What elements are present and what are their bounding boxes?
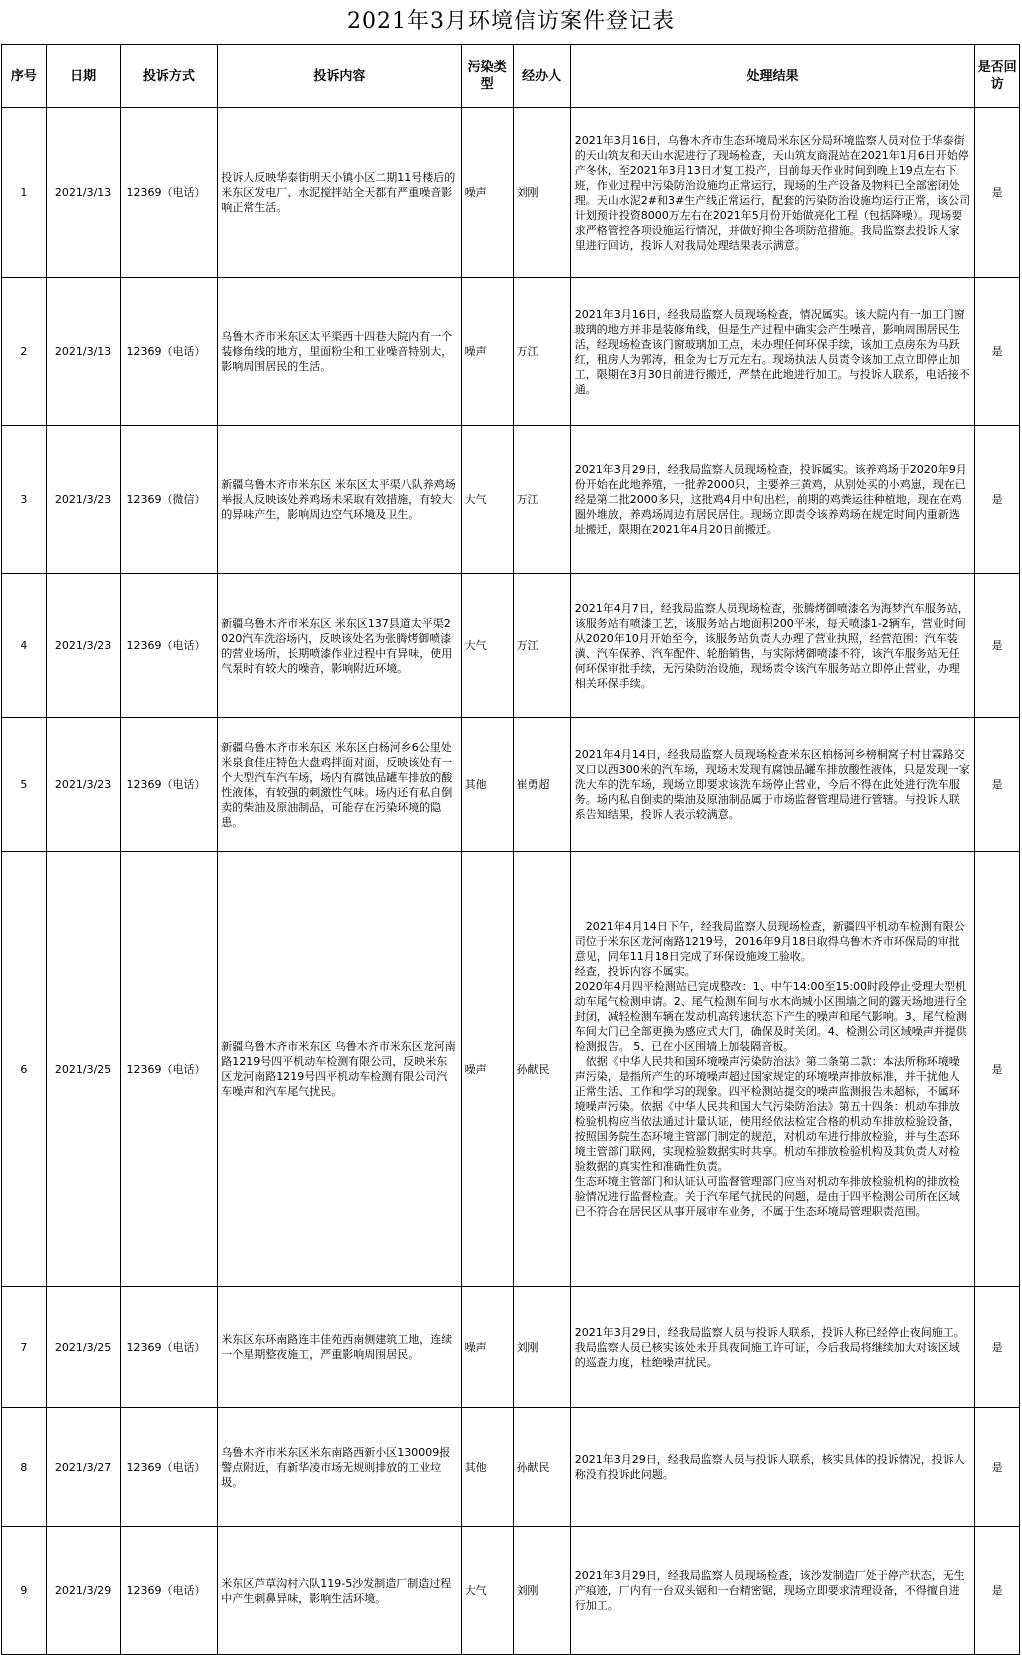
row-date: 2021/3/27 (46, 1408, 120, 1527)
row-revisit: 是 (975, 1527, 1020, 1655)
row-revisit: 是 (975, 718, 1020, 852)
header-type: 污染类型 (461, 45, 513, 108)
row-handler: 万江 (513, 278, 570, 426)
row-method: 12369（电话） (120, 718, 218, 852)
row-content: 乌鲁木齐市米东区太平渠西十四巷大院内有一个装修角线的地方，里面粉尘和工业噪音特别大，影响周围居民的生活。 (218, 278, 461, 426)
table-row (2, 718, 1020, 852)
table-row (2, 1287, 1020, 1408)
row-method: 12369（电话） (120, 574, 218, 718)
row-date: 2021/3/25 (46, 1287, 120, 1408)
row-result (570, 426, 974, 574)
row-revisit: 是 (975, 108, 1020, 278)
row-revisit: 是 (975, 1408, 1020, 1527)
table-row (2, 1527, 1020, 1655)
row-result (570, 1287, 974, 1408)
page-title: 2021年3月环境信访案件登记表 (347, 9, 675, 34)
table-row (2, 426, 1020, 574)
row-handler: 万江 (513, 426, 570, 574)
row-content: 新疆乌鲁木齐市米东区 米东区137县道太平渠2020汽车洗浴场内，反映该处名为张腾烤御喷漆的营业场所，长期喷漆作业过程中有异味，使用气泵时有较大的噪音，影响附近环境。 (218, 574, 461, 718)
row-result (570, 1527, 974, 1655)
result-paragraph: 2021年3月16日，经我局监察人员现场检查，情况属实。该大院内有一加工门窗玻璃的地方并非是装修角线，但是生产过程中确实会产生噪音，影响周围居民生活，经现场检查该门窗玻璃加工点，未办理任何环保手续，该加工点房东为马跃红，租房人为郭涛，租金为七万元左右。现场执法人员责令该加工点立即停止加工，限期在3月30日前进行搬迁，严禁在此地进行加工。与投诉人联系，电话接不通。 (574, 307, 970, 396)
row-date: 2021/3/29 (46, 1527, 120, 1655)
row-content: 米东区芦草沟村六队119-5沙发制造厂制造过程中产生刺鼻异味，影响生活环境。 (218, 1527, 461, 1655)
header-revisit: 是否回访 (975, 45, 1020, 108)
row-content: 米东区东环南路连丰佳苑西南侧建筑工地，连续一个星期整夜施工，严重影响周围居民。 (218, 1287, 461, 1408)
result-paragraph: 2021年3月16日，乌鲁木齐市生态环境局米东区分局环境监察人员对位于华泰街的天山筑友和天山水泥进行了现场检查，天山筑友商混站在2021年1月6日开始停产冬休，至2021年3月13日才复工投产，目前每天作业时间到晚上19点左右下班，作业过程中污染防治设施均正常运行，现场的生产设备及物料已全部密闭处理。天山水泥2#和3#生产线正常运行，配套的污染防治设施均运行正常，该公司计划预计投资8000万左右在2021年5月份开始做亮化工程（包括降噪）。现场要求严格管控各项设施运行情况，并做好抑尘各项防范措施。我局监察去投诉人家里进行回访，投诉人对我局处理结果表示满意。 (574, 133, 971, 252)
row-content: 新疆乌鲁木齐市米东区 乌鲁木齐市米东区龙河南路1219号四平机动车检测有限公司，反映米东区龙河南路1219号四平机动车检测有限公司汽车噪声和汽车尾气扰民。 (218, 852, 461, 1287)
row-handler: 刘刚 (513, 1527, 570, 1655)
row-type: 噪声 (461, 1287, 513, 1408)
table-row (2, 1408, 1020, 1527)
row-date: 2021/3/25 (46, 852, 120, 1287)
row-seq: 8 (2, 1408, 47, 1527)
result-paragraph: 2021年3月29日，经我局监察人员现场检查，该沙发制造厂处于停产状态，无生产痕迹，厂内有一台双头锯和一台精密锯，现场立即要求清理设备，不得擅自进行加工。 (574, 1569, 965, 1612)
row-date: 2021/3/13 (46, 278, 120, 426)
row-type: 大气 (461, 426, 513, 574)
row-handler: 万江 (513, 574, 570, 718)
result-paragraph: 2020年4月四平检测站已完成整改：1、中午14:00至15:00时段停止受理大型机动车尾气检测申请。2、尾气检测车间与水木尚城小区围墙之间的露天场地进行全封闭，减轻检测车辆在发动机高转速状态下产生的噪声和尾气影响。3、尾气检测车间大门已全部更换为感应式大门，确保及时关闭。4、检测公司区域噪声并提供检测报告。 5、已在小区围墙上加装隔音板。 (574, 980, 967, 1053)
row-result (570, 108, 974, 278)
table-row (2, 278, 1020, 426)
row-result (570, 278, 974, 426)
result-paragraph: 2021年4月7日，经我局监察人员现场检查，张腾烤御喷漆名为海梦汽车服务站，该服务站有喷漆工艺，该服务站占地面积200平米，每天喷漆1-2辆车，营业时间从2020年10月开始至今，该服务站负责人办理了营业执照，经营范围：汽车装潢、汽车保养、汽车配件、轮胎销售，与实际烤御喷漆不符，该汽车服务站无任何环保审批手续，无污染防治设施，现场责令该汽车服务站立即停止营业，办理相关环保手续。 (574, 601, 969, 690)
row-content: 乌鲁木齐市米东区米东南路西新小区130009报警点附近，有新华凌市场无规则排放的工业垃圾。 (218, 1408, 461, 1527)
row-content: 投诉人反映华泰街明天小镇小区二期11号楼后的米东区发电厂、水泥搅拌站全天都有严重噪音影响正常生活。 (218, 108, 461, 278)
row-revisit: 是 (975, 426, 1020, 574)
row-revisit: 是 (975, 852, 1020, 1287)
row-type: 噪声 (461, 278, 513, 426)
result-paragraph: 2021年4月14日，经我局监察人员现场检查米东区柏杨河乡榜桐窝子村甘霖路交叉口以西300米的汽车场，现场未发现有腐蚀品罐车排放酸性液体，只是发现一家洗大车的洗车场，现场立即要求该洗车场停止营业，今后不得在此处进行洗车服务。场内私自倒卖的柴油及原油制品属于市场监督管理局进行管辖。与投诉人联系告知结果，投诉人表示较满意。 (574, 748, 970, 821)
row-handler: 崔勇超 (513, 718, 570, 852)
row-method: 12369（电话） (120, 1287, 218, 1408)
result-paragraph: 2021年4月14日下午，经我局监察人员现场检查，新疆四平机动车检测有限公司位于米东区龙河南路1219号，2016年9月18日取得乌鲁木齐市环保局的审批意见，同年11月18日完成了环保设施竣工验收。 (574, 920, 965, 963)
row-revisit: 是 (975, 1287, 1020, 1408)
row-result (570, 574, 974, 718)
table-row (2, 108, 1020, 278)
row-seq: 1 (2, 108, 47, 278)
row-seq: 6 (2, 852, 47, 1287)
row-content: 新疆乌鲁木齐市米东区 米东区太平渠八队养鸡场举报人反映该处养鸡场未采取有效措施，有较大的异味产生，影响周边空气环境及卫生。 (218, 426, 461, 574)
row-type: 大气 (461, 574, 513, 718)
header-method: 投诉方式 (120, 45, 218, 108)
row-method: 12369（电话） (120, 1408, 218, 1527)
row-type: 噪声 (461, 108, 513, 278)
row-type: 其他 (461, 718, 513, 852)
row-method: 12369（电话） (120, 1527, 218, 1655)
row-seq: 5 (2, 718, 47, 852)
row-revisit: 是 (975, 574, 1020, 718)
header-handler: 经办人 (513, 45, 570, 108)
row-handler: 刘刚 (513, 1287, 570, 1408)
row-date: 2021/3/13 (46, 108, 120, 278)
row-result (570, 852, 974, 1287)
row-result (570, 718, 974, 852)
row-type: 噪声 (461, 852, 513, 1287)
row-method: 12369（电话） (120, 852, 218, 1287)
register-table (1, 44, 1020, 1655)
table-body (2, 108, 1020, 1655)
row-revisit: 是 (975, 278, 1020, 426)
result-paragraph: 2021年3月29日，经我局监察人员与投诉人联系，投诉人称已经停止夜间施工。我局监察人员已核实该处未开具夜间施工许可证，今后我局将继续加大对该区域的巡查力度，杜绝噪声扰民。 (574, 1325, 965, 1369)
result-paragraph: 生态环境主管部门和认证认可监督管理部门应当对机动车排放检验机构的排放检验情况进行监督检查。关于汽车尾气扰民的问题，是由于四平检测公司所在区域已不符合在居民区从事开展审车业务，不属于生态环境局管理职责范围。 (574, 1175, 960, 1218)
header-seq: 序号 (2, 45, 47, 108)
result-paragraph: 经查，投诉内容不属实。 (574, 965, 696, 978)
row-handler: 刘刚 (513, 108, 570, 278)
row-result (570, 1408, 974, 1527)
table-row (2, 852, 1020, 1287)
header-result: 处理结果 (570, 45, 974, 108)
row-type: 其他 (461, 1408, 513, 1527)
row-seq: 9 (2, 1527, 47, 1655)
row-method: 12369（电话） (120, 278, 218, 426)
header-date: 日期 (46, 45, 120, 108)
row-date: 2021/3/23 (46, 718, 120, 852)
result-paragraph: 2021年3月29日，经我局监察人员现场检查，投诉属实。该养鸡场于2020年9月份开始在此地养殖，一批养2000只，主要养三黄鸡，从别处买的小鸡崽，现在已经是第二批2000多只，这批鸡4月中旬出栏，前期的鸡粪运往种植地，现在在鸡圈外堆放，养鸡场周边有居民居住。现场立即责令该养鸡场在规定时间内重新选址搬迁，限期在2021年4月20日前搬迁。 (574, 463, 967, 536)
result-paragraph: 2021年3月29日，经我局监察人员与投诉人联系，核实具体的投诉情况，投诉人称没有投诉此问题。 (574, 1453, 965, 1481)
row-date: 2021/3/23 (46, 426, 120, 574)
header-row (2, 45, 1020, 108)
row-seq: 4 (2, 574, 47, 718)
row-content: 新疆乌鲁木齐市米东区 米东区白杨河乡6公里处米泉食佳庄特色大盘鸡拌面对面，反映该处有一个大型汽车汽车场，场内有腐蚀品罐车排放的酸性液体，有较强的刺激性气味。场内还有私自倒卖的柴油及原油制品，可能存在污染环境的隐患。 (218, 718, 461, 852)
row-seq: 7 (2, 1287, 47, 1408)
row-handler: 孙献民 (513, 852, 570, 1287)
row-method: 12369（微信） (120, 426, 218, 574)
row-date: 2021/3/23 (46, 574, 120, 718)
row-handler: 孙献民 (513, 1408, 570, 1527)
header-content: 投诉内容 (218, 45, 461, 108)
row-method: 12369（电话） (120, 108, 218, 278)
row-type: 大气 (461, 1527, 513, 1655)
row-seq: 2 (2, 278, 47, 426)
table-row (2, 574, 1020, 718)
row-seq: 3 (2, 426, 47, 574)
result-paragraph: 依据《中华人民共和国环境噪声污染防治法》第二条第二款：本法所称环境噪声污染，是指所产生的环境噪声超过国家规定的环境噪声排放标准，并干扰他人正常生活、工作和学习的现象。四平检测站提交的噪声监测报告未超标，不属环境噪声污染。依据《中华人民共和国大气污染防治法》第五十四条：机动车排放检验机构应当依法通过计量认证，使用经依法检定合格的机动车排放检验设备，按照国务院生态环境主管部门制定的规范，对机动车进行排放检验，并与生态环境主管部门联网，实现检验数据实时共享。机动车排放检验机构及其负责人对检验数据的真实性和准确性负责。 (574, 1055, 960, 1173)
